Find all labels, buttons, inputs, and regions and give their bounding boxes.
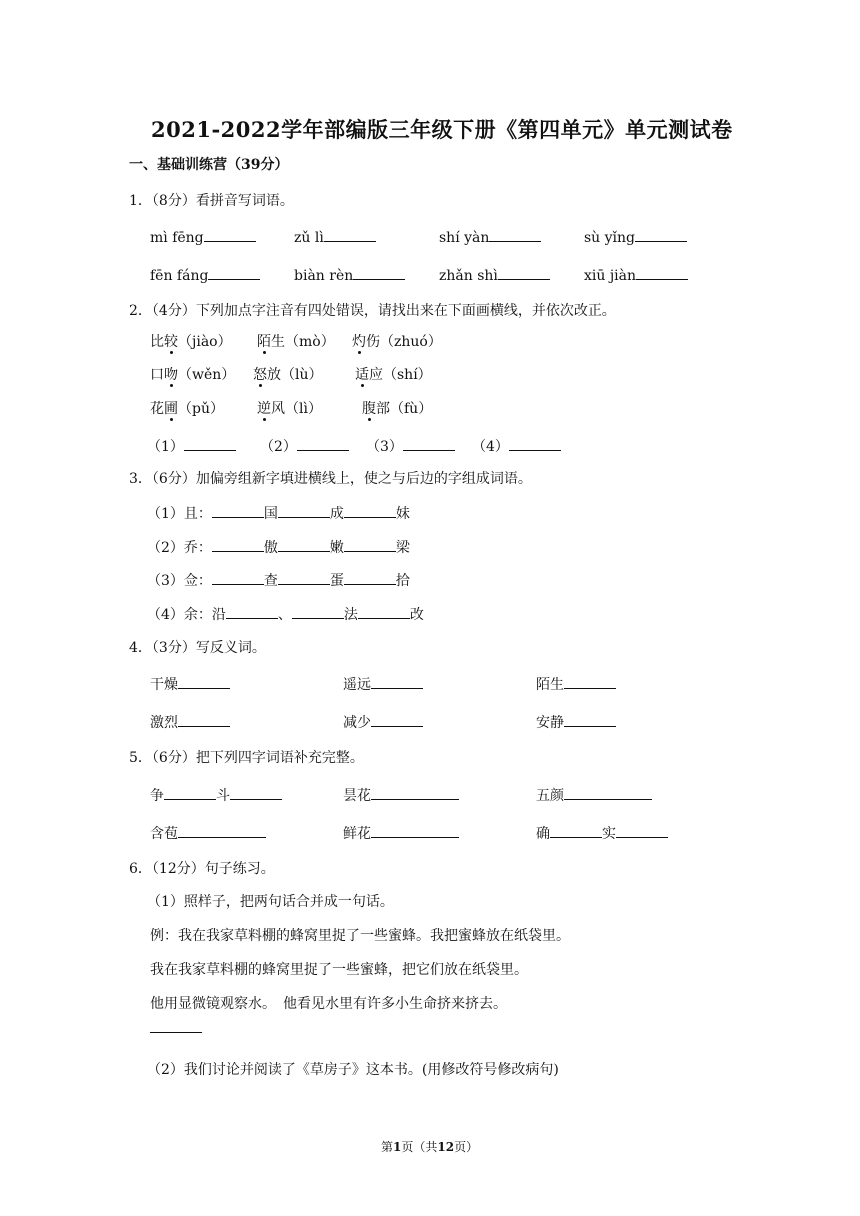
pinyin-item: shí yàn — [439, 230, 541, 245]
idiom-item: 争 斗 — [150, 788, 282, 803]
answer-blank[interactable] — [164, 788, 216, 800]
question-3-prompt: 3．（6分）加偏旁组新字填进横线上，使之与后边的字组成词语。 — [129, 471, 532, 487]
answer-blank[interactable] — [636, 268, 688, 280]
page-title: 2021-2022学年部编版三年级下册《第四单元》单元测试卷 — [151, 117, 733, 142]
idiom-item: 含苞 — [150, 826, 266, 841]
answer-blank[interactable] — [212, 506, 264, 518]
answer-blank[interactable] — [204, 230, 256, 242]
idiom-item: 鲜花 — [343, 826, 459, 841]
answer-blank[interactable] — [278, 573, 330, 585]
question-4-prompt: 4．（3分）写反义词。 — [129, 640, 266, 656]
answer-blank[interactable] — [635, 230, 687, 242]
dotted-word: 陌生（mò） — [257, 334, 335, 350]
example-answer: 我在我家草料棚的蜂窝里捉了一些蜜蜂，把它们放在纸袋里。 — [150, 962, 528, 978]
pinyin-item: zǔ lì — [294, 230, 376, 245]
answer-item: （1） — [147, 439, 236, 454]
answer-blank[interactable] — [344, 506, 396, 518]
answer-blank[interactable] — [184, 439, 236, 451]
answer-blank[interactable] — [178, 715, 230, 727]
answer-blank[interactable] — [178, 677, 230, 689]
subquestion-1: （1）照样子，把两句话合并成一句话。 — [147, 894, 394, 910]
dotted-word: 腹部（fù） — [362, 401, 433, 417]
pinyin-item: biàn rèn — [294, 268, 405, 283]
subquestion-2: （2）我们讨论并阅读了《草房子》这本书。(用修改符号修改病句) — [147, 1062, 559, 1078]
dotted-word: 怒放（lù） — [253, 367, 323, 383]
answer-blank[interactable] — [371, 677, 423, 689]
page-footer: 第1页（共12页） — [381, 1140, 479, 1154]
answer-blank[interactable] — [344, 573, 396, 585]
idiom-item: 昙花 — [343, 788, 459, 803]
question-6-prompt: 6．（12分）句子练习。 — [129, 861, 275, 877]
task-sentence: 他用显微镜观察水。 他看见水里有许多小生命挤来挤去。 — [150, 996, 507, 1012]
pinyin-item: mì fēng — [150, 230, 256, 245]
answer-blank[interactable] — [278, 540, 330, 552]
question-5-prompt: 5．（6分）把下列四字词语补充完整。 — [129, 750, 364, 766]
radical-row: （2）乔： 傲 嫩 梁 — [147, 540, 410, 556]
answer-blank[interactable] — [344, 540, 396, 552]
antonym-item: 干燥 — [150, 677, 230, 692]
radical-row: （3）佥： 查 蛋 拾 — [147, 573, 410, 589]
answer-blank[interactable] — [564, 788, 652, 800]
answer-blank[interactable] — [509, 439, 561, 451]
answer-blank[interactable] — [564, 715, 616, 727]
answer-blank[interactable] — [489, 230, 541, 242]
answer-blank[interactable] — [178, 826, 266, 838]
radical-row: （4）余：沿 、 法 改 — [147, 607, 424, 623]
answer-blank[interactable] — [403, 439, 455, 451]
antonym-item: 遥远 — [343, 677, 423, 692]
answer-blank[interactable] — [278, 506, 330, 518]
answer-blank[interactable] — [353, 268, 405, 280]
answer-blank[interactable] — [226, 607, 278, 619]
answer-blank[interactable] — [371, 715, 423, 727]
pinyin-item: sù yǐng — [584, 230, 687, 245]
radical-row: （1）且： 国 成 妹 — [147, 506, 410, 522]
dotted-word: 花圃（pǔ） — [150, 401, 224, 417]
antonym-item: 减少 — [343, 715, 423, 730]
answer-blank[interactable] — [297, 439, 349, 451]
answer-blank[interactable] — [371, 826, 459, 838]
section-heading: 一、基础训练营（39分） — [129, 157, 289, 173]
answer-blank[interactable] — [212, 573, 264, 585]
idiom-item: 确 实 — [536, 826, 668, 841]
dotted-word: 适应（shí） — [355, 367, 432, 383]
answer-blank[interactable] — [358, 607, 410, 619]
antonym-item: 陌生 — [536, 677, 616, 692]
pinyin-item: zhǎn shì — [439, 268, 550, 283]
dotted-word: 比较（jiào） — [150, 334, 232, 350]
question-2-prompt: 2．（4分）下列加点字注音有四处错误，请找出来在下面画横线，并依次改正。 — [129, 303, 616, 319]
answer-item: （4） — [472, 439, 561, 454]
antonym-item: 激烈 — [150, 715, 230, 730]
dotted-word: 灼伤（zhuó） — [352, 334, 442, 350]
answer-blank[interactable] — [150, 1032, 202, 1033]
answer-blank[interactable] — [498, 268, 550, 280]
answer-blank[interactable] — [616, 826, 668, 838]
question-1-prompt: 1．（8分）看拼音写词语。 — [129, 193, 294, 209]
answer-blank[interactable] — [371, 788, 459, 800]
answer-blank[interactable] — [208, 268, 260, 280]
antonym-item: 安静 — [536, 715, 616, 730]
pinyin-item: xiū jiàn — [584, 268, 688, 283]
example-sentence: 例：我在我家草料棚的蜂窝里捉了一些蜜蜂。我把蜜蜂放在纸袋里。 — [150, 928, 570, 944]
answer-blank[interactable] — [550, 826, 602, 838]
dotted-word: 逆风（lì） — [257, 401, 322, 417]
answer-item: （2） — [260, 439, 349, 454]
answer-blank[interactable] — [230, 788, 282, 800]
dotted-word: 口吻（wěn） — [150, 367, 236, 383]
answer-blank[interactable] — [212, 540, 264, 552]
idiom-item: 五颜 — [536, 788, 652, 803]
answer-blank[interactable] — [564, 677, 616, 689]
answer-blank[interactable] — [292, 607, 344, 619]
answer-blank[interactable] — [324, 230, 376, 242]
answer-item: （3） — [366, 439, 455, 454]
pinyin-item: fēn fáng — [150, 268, 260, 283]
